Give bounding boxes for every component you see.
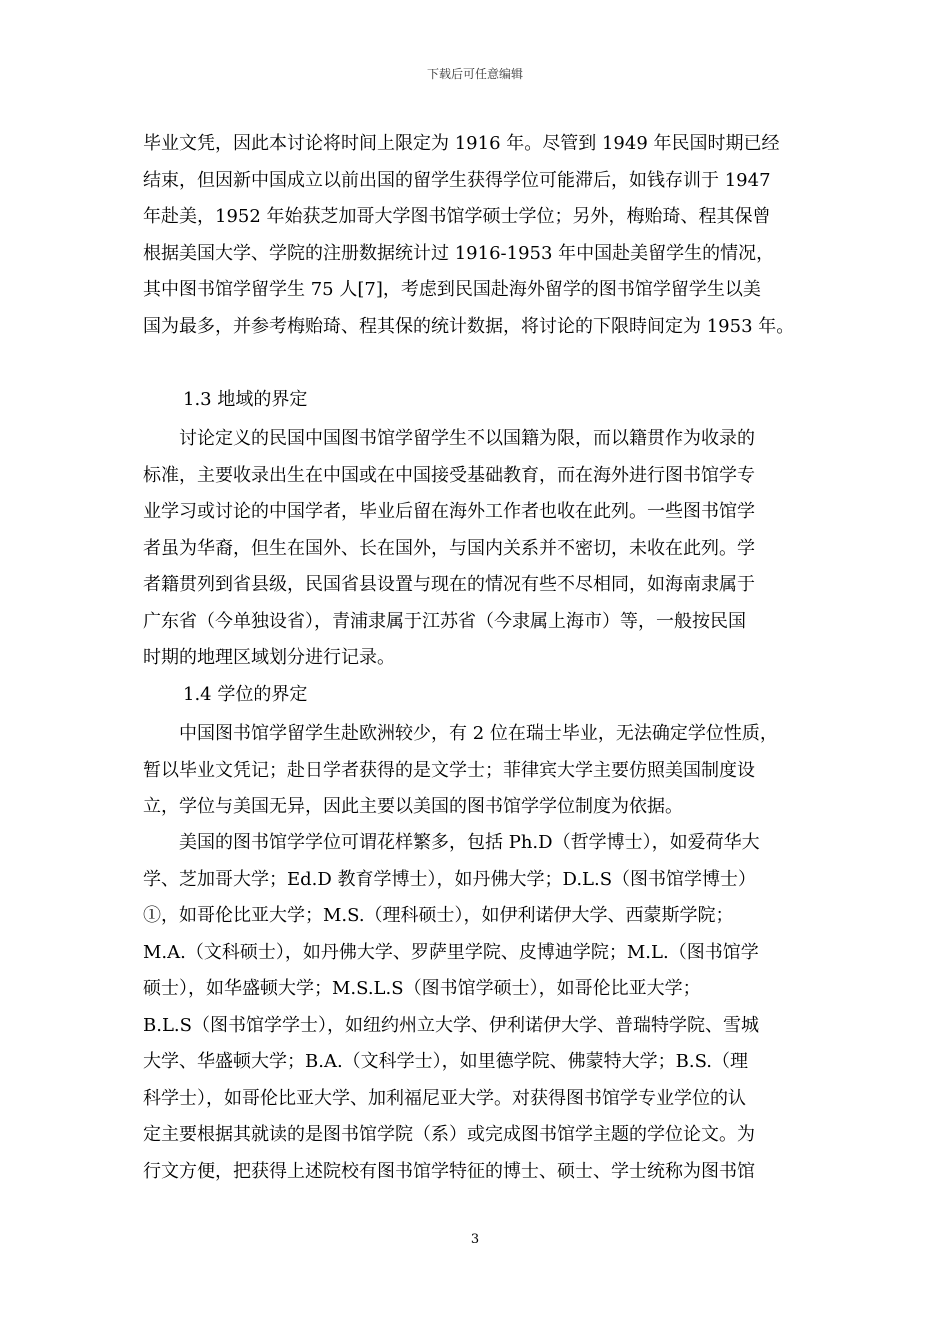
text-line: ①，如哥伦比亚大学；M.S.（理科硕士），如伊利诺伊大学、西蒙斯学院；	[143, 905, 734, 926]
text-line: 业学习或讨论的中国学者，毕业后留在海外工作者也收在此列。一些图书馆学	[143, 501, 755, 522]
text-line: 国为最多，并参考梅贻琦、程其保的统计数据，将讨论的下限時间定为 1953 年。	[143, 315, 795, 337]
text-line: 年赴美，1952 年始获芝加哥大学图书馆学硕士学位；另外，梅贻琦、程其保曾	[143, 206, 771, 227]
text-line: 结束，但因新中国成立以前出国的留学生获得学位可能滞后，如钱存训于 1947	[143, 169, 771, 191]
text-line: 其中图书馆学留学生 75 人[7]，考虑到民国赴海外留学的图书馆学留学生以美	[143, 279, 761, 300]
section-heading-1-4: 1.4 学位的界定	[183, 684, 308, 705]
text-line: 讨论定义的民国中国图书馆学留学生不以国籍为限，而以籍贯作为收录的	[143, 428, 755, 449]
text-line: 标准，主要收录出生在中国或在中国接受基础教育，而在海外进行图书馆学专	[143, 464, 755, 486]
text-line: M.A.（文科硕士），如丹佛大学、罗萨里学院、皮博迪学院；M.L.（图书馆学	[143, 941, 759, 963]
section-heading-1-3: 1.3 地域的界定	[183, 389, 308, 410]
text-line: 美国的图书馆学学位可谓花样繁多，包括 Ph.D（哲学博士），如爱荷华大	[143, 832, 760, 853]
text-line: 时期的地理区域划分进行记录。	[143, 647, 395, 668]
page-header: 下载后可任意编辑	[426, 67, 523, 81]
text-line: 毕业文凭，因此本讨论将时间上限定为 1916 年。尽管到 1949 年民国时期已经	[143, 133, 780, 154]
text-line: 者虽为华裔，但生在国外、长在国外，与国内关系并不密切，未收在此列。学	[143, 537, 755, 559]
paragraph-degree-countries	[143, 716, 807, 826]
text-line: 者籍贯列到省县级，民国省县设置与现在的情况有些不尽相同，如海南隶属于	[143, 574, 755, 595]
text-line: 广东省（今单独设省），青浦隶属于江苏省（今隶属上海市）等，一般按民国	[143, 610, 746, 632]
paragraph-us-degrees	[143, 825, 807, 1190]
text-line: 大学、华盛顿大学；B.A.（文科学士），如里德学院、佛蒙特大学；B.S.（理	[143, 1051, 749, 1072]
text-line: 中国图书馆学留学生赴欧洲较少，有 2 位在瑞士毕业，无法确定学位性质，	[143, 723, 778, 744]
text-line: 硕士），如华盛顿大学；M.S.L.S（图书馆学硕士），如哥伦比亚大学；	[143, 978, 701, 999]
page-number: 3	[470, 1232, 480, 1247]
text-line: 根据美国大学、学院的注册数据统计过 1916-1953 年中国赴美留学生的情况，	[143, 242, 775, 264]
text-line: 学、芝加哥大学；Ed.D 教育学博士），如丹佛大学；D.L.S（图书馆学博士）	[143, 868, 757, 890]
text-line: B.L.S（图书馆学学士），如纽约州立大学、伊利诺伊大学、普瑞特学院、雪城	[143, 1014, 759, 1036]
paragraph-time-scope	[143, 126, 807, 345]
text-line: 暂以毕业文凭记；赴日学者获得的是文学士；菲律宾大学主要仿照美国制度设	[143, 759, 755, 781]
text-line: 科学士），如哥伦比亚大学、加利福尼亚大学。对获得图书馆学专业学位的认	[143, 1087, 746, 1109]
text-line: 定主要根据其就读的是图书馆学院（系）或完成图书馆学主题的学位论文。为	[143, 1124, 755, 1145]
paragraph-region	[143, 421, 807, 677]
text-line: 行文方便，把获得上述院校有图书馆学特征的博士、硕士、学士统称为图书馆	[143, 1160, 755, 1182]
text-line: 立，学位与美国无异，因此主要以美国的图书馆学学位制度为依据。	[143, 796, 683, 817]
